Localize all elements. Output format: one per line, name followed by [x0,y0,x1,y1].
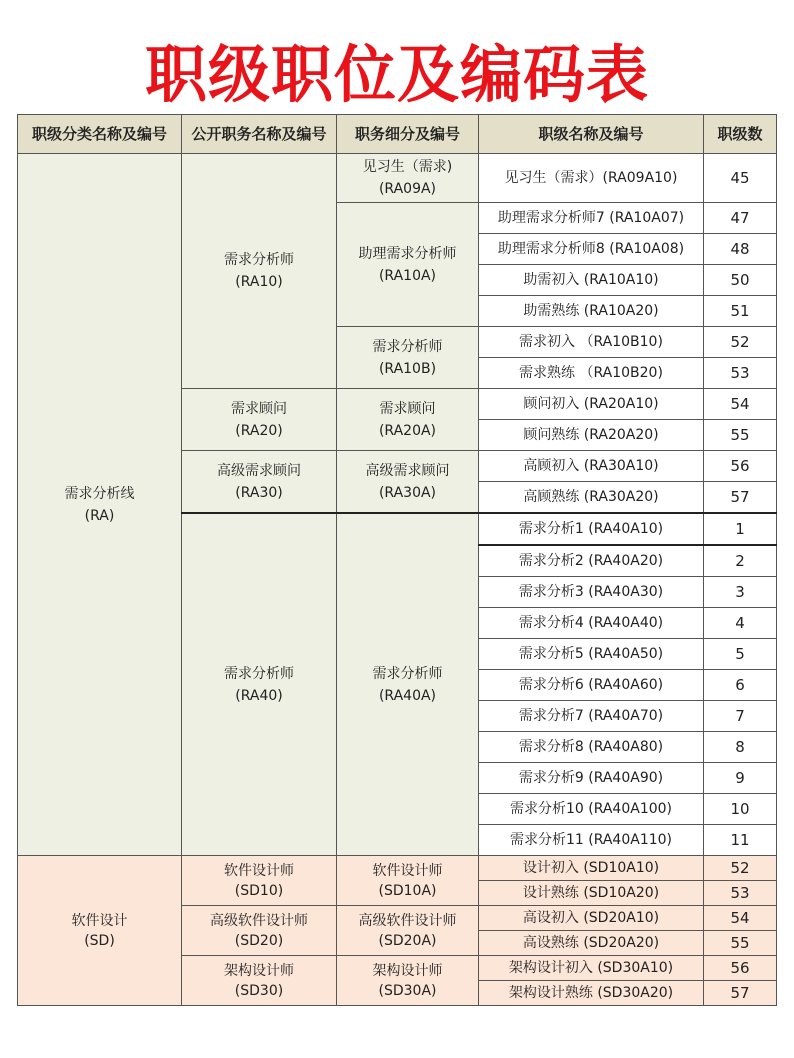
level-count: 11 [704,825,777,856]
position-code: (RA40) [235,687,283,704]
subdivision-cell [337,906,479,956]
page-title: 职级职位及编码表 [144,38,649,111]
position-cell [182,906,337,956]
level-name: 助需熟练 (RA10A20) [479,296,704,327]
level-name: 需求熟练 （RA10B20) [479,358,704,389]
level-name: 需求初入 （RA10B10) [479,327,704,358]
level-count: 52 [704,327,777,358]
level-count: 45 [704,154,777,203]
position-cell [182,513,337,856]
level-count: 56 [704,956,777,981]
subdivision-cell [337,389,479,451]
subdivision-name: 高级软件设计师 [358,912,457,929]
level-count: 8 [704,732,777,763]
subdivision-cell [337,154,479,203]
subdivision-name: 架构设计师 [372,962,443,979]
position-code: (SD20) [234,932,284,949]
level-count: 6 [704,670,777,701]
level-name: 需求分析1 (RA40A10) [479,513,704,545]
subdivision-name: 需求顾问 [379,400,436,417]
subdivision-name: 需求分析师 [372,338,443,355]
level-count: 4 [704,608,777,639]
position-cell [182,856,337,906]
position-name: 软件设计师 [224,862,294,879]
level-name: 需求分析7 (RA40A70) [479,701,704,732]
subdivision-cell [337,327,479,389]
subdivision-cell [337,856,479,906]
level-name: 需求分析11 (RA40A110) [479,825,704,856]
subdivision-code: (RA10B) [378,360,437,377]
level-count: 2 [704,545,777,577]
subdivision-cell [337,513,479,856]
level-count: 56 [704,451,777,482]
level-count: 57 [704,981,777,1006]
level-name: 需求分析9 (RA40A90) [479,763,704,794]
level-name: 需求分析4 (RA40A40) [479,608,704,639]
table-row [18,856,777,881]
subdivision-code: (SD30A) [378,982,437,999]
header-position: 公开职务名称及编号 [182,115,337,154]
subdivision-code: (RA09A) [378,181,437,197]
level-name: 需求分析2 (RA40A20) [479,545,704,577]
subdivision-cell [337,451,479,514]
level-name: 需求分析10 (RA40A100) [479,794,704,825]
header-subdivision: 职务细分及编号 [337,115,479,154]
level-count: 3 [704,577,777,608]
subdivision-name: 见习生（需求) [362,159,453,175]
level-name: 助需初入 (RA10A10) [479,265,704,296]
subdivision-code: (SD20A) [378,932,437,949]
position-cell [182,956,337,1006]
level-count: 10 [704,794,777,825]
subdivision-name: 高级需求顾问 [365,462,450,479]
level-name: 需求分析3 (RA40A30) [479,577,704,608]
level-name: 设计初入 (SD10A10) [479,856,704,881]
subdivision-name: 助理需求分析师 [358,245,457,262]
level-name: 架构设计熟练 (SD30A20) [479,981,704,1006]
level-count: 55 [704,420,777,451]
level-count: 7 [704,701,777,732]
subdivision-code: (RA20A) [378,422,437,439]
position-code: (SD10) [234,882,284,899]
header-level-count: 职级数 [704,115,777,154]
level-name: 见习生（需求）(RA09A10) [479,154,704,203]
level-name: 高顾初入 (RA30A10) [479,451,704,482]
level-name: 顾问熟练 (RA20A20) [479,420,704,451]
category-cell [18,154,182,856]
position-name: 架构设计师 [224,962,294,979]
position-name: 高级需求顾问 [217,462,301,479]
level-name: 助理需求分析师8 (RA10A08) [479,234,704,265]
subdivision-cell [337,203,479,327]
level-count: 52 [704,856,777,881]
header-category: 职级分类名称及编号 [18,115,182,154]
level-name: 需求分析5 (RA40A50) [479,639,704,670]
subdivision-code: (RA30A) [378,484,437,501]
position-code: (RA10) [235,274,283,290]
position-name: 需求分析师 [224,252,294,268]
position-cell [182,451,337,514]
level-count: 53 [704,881,777,906]
level-count: 51 [704,296,777,327]
level-count: 54 [704,906,777,931]
category-cell [18,856,182,1006]
position-name: 高级软件设计师 [210,912,308,929]
level-count: 5 [704,639,777,670]
level-count: 55 [704,931,777,956]
category-name: 软件设计 [71,912,128,929]
category-name: 需求分析线 [64,485,135,502]
position-code: (RA20) [235,422,283,439]
level-name: 需求分析8 (RA40A80) [479,732,704,763]
position-cell [182,389,337,451]
level-count: 53 [704,358,777,389]
subdivision-code: (RA40A) [378,687,437,704]
subdivision-code: (RA10A) [378,267,437,284]
position-name: 需求分析师 [224,665,294,682]
level-name: 高设初入 (SD20A10) [479,906,704,931]
position-name: 需求顾问 [231,400,287,417]
subdivision-code: (SD10A) [378,882,437,899]
level-count: 57 [704,482,777,514]
level-name: 顾问初入 (RA20A10) [479,389,704,420]
level-name: 高顾熟练 (RA30A20) [479,482,704,514]
level-count: 1 [704,513,777,545]
level-name: 设计熟练 (SD10A20) [479,881,704,906]
category-code: (SD) [84,932,115,949]
table-row [18,154,777,203]
subdivision-name: 软件设计师 [372,862,443,879]
level-count: 54 [704,389,777,420]
level-count: 47 [704,203,777,234]
level-name: 需求分析6 (RA40A60) [479,670,704,701]
position-cell [182,154,337,389]
job-level-table [17,114,777,1006]
header-level-name: 职级名称及编号 [479,115,704,154]
level-name: 助理需求分析师7 (RA10A07) [479,203,704,234]
level-name: 架构设计初入 (SD30A10) [479,956,704,981]
level-count: 48 [704,234,777,265]
level-count: 50 [704,265,777,296]
header-row [18,115,777,154]
subdivision-cell [337,956,479,1006]
position-code: (RA30) [235,484,283,501]
position-code: (SD30) [234,982,284,999]
category-code: (RA) [84,507,115,524]
level-count: 9 [704,763,777,794]
level-name: 高设熟练 (SD20A20) [479,931,704,956]
subdivision-name: 需求分析师 [372,665,443,682]
